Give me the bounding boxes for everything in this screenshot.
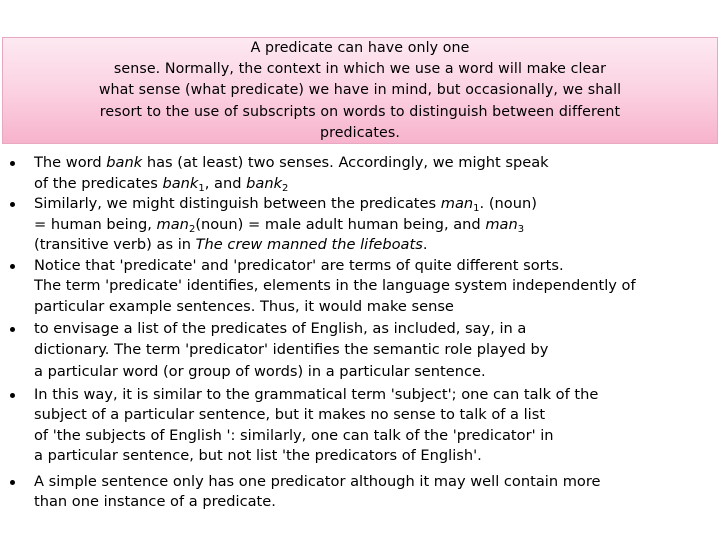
bullet-icon xyxy=(10,161,15,166)
bullet-icon xyxy=(10,202,15,207)
bullet-item: A simple sentence only has one predicator although it may well contain more than one instance of a predicate. xyxy=(0,472,720,513)
bullet-icon xyxy=(10,393,15,398)
definition-banner xyxy=(2,37,718,144)
bullet-icon xyxy=(10,480,15,485)
bullet-item: The word bank has (at least) two senses. Accordingly, we might speak of the predicates bank$_1$, and bank$_2$ xyxy=(0,153,720,194)
bullet-item: Notice that 'predicate' and 'predicator' are terms of quite different sorts. The term 'predicate' identifies, elements in the language system independently of particular example sentences. Thus, it would make sense xyxy=(0,256,720,318)
banner-line: what sense (what predicate) we have in mind, but occasionally, we shall xyxy=(98,82,622,99)
banner-line: resort to the use of subscripts on words to distinguish between different xyxy=(99,103,621,120)
bullet-list xyxy=(0,153,720,513)
bullet-item: to envisage a list of the predicates of English, as included, say, in a dictionary. The term 'predicator' identifies the semantic role played by a particular word (or group of words) in a particular sentence. xyxy=(0,319,720,383)
banner-line: sense. Normally, the context in which we use a word will make clear xyxy=(113,61,607,78)
bullet-icon xyxy=(10,327,15,332)
bullet-icon xyxy=(10,264,15,269)
banner-line: predicates. xyxy=(320,124,400,141)
bullet-item: Similarly, we might distinguish between the predicates man$_1$. (noun) = human being, man$_2$(noun) = male adult human being, and man$_3$ (transitive verb) as in The crew manned the lifeboats. xyxy=(0,194,720,256)
banner-line: A predicate can have only one xyxy=(250,40,470,56)
bullet-item: In this way, it is similar to the grammatical term 'subject'; one can talk of the subject of a particular sentence, but it makes no sense to talk of a list of 'the subjects of English ': similarly, one can talk of the 'predicator' in a particular sentence, but not list 'the predicators of English'. xyxy=(0,385,720,467)
